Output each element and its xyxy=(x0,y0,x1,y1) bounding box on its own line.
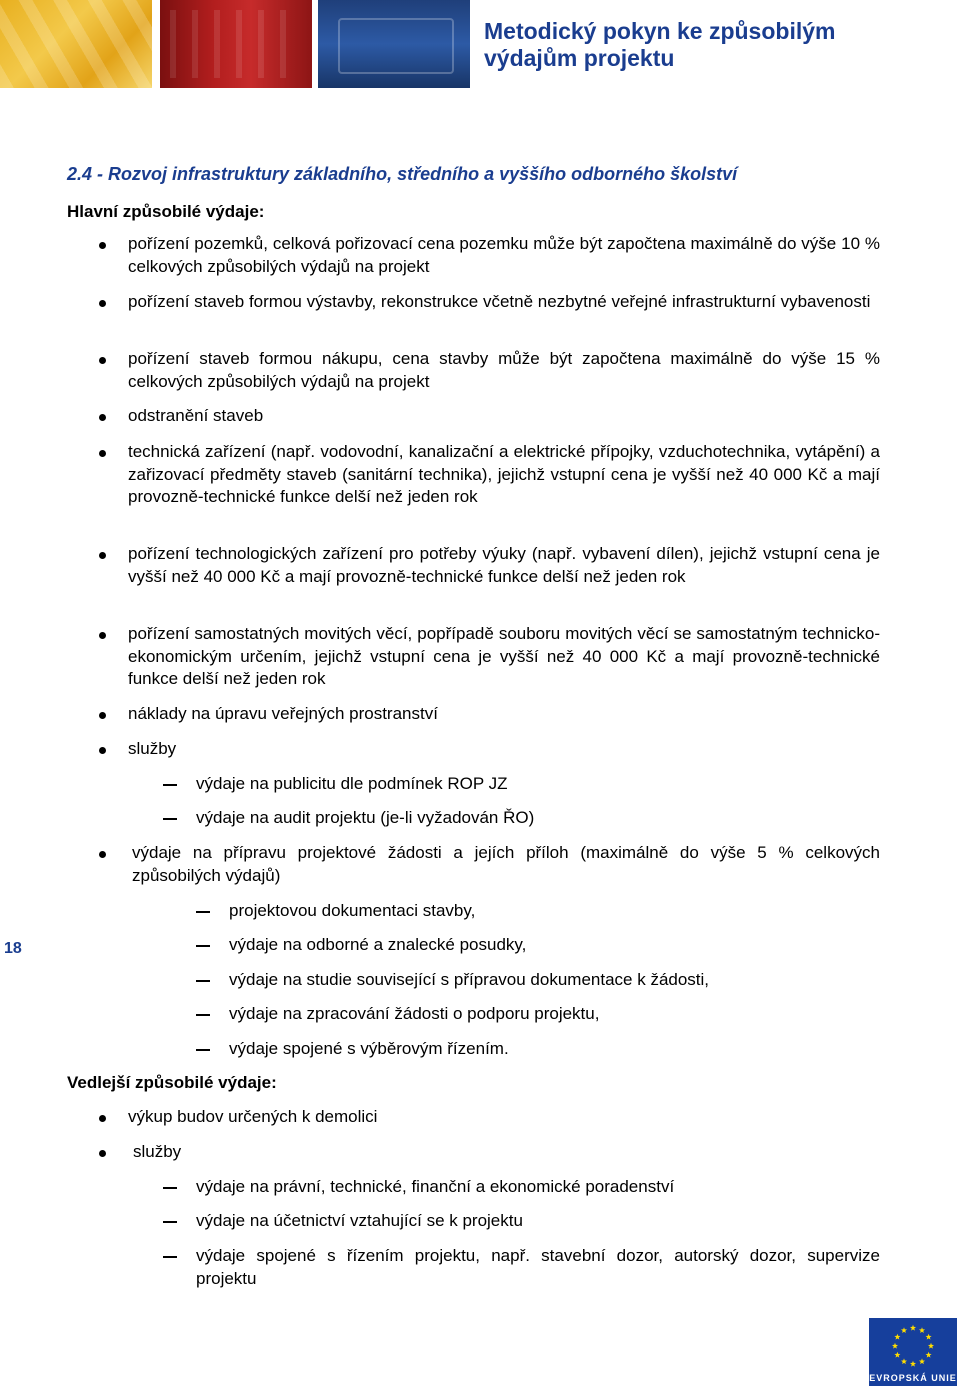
list-item-text: pořízení staveb formou nákupu, cena stavby může být započtena maximálně do výše 15 % celkových způsobilých výdajů na projekt xyxy=(128,349,880,391)
sub-list-item-text: výdaje na studie související s přípravou dokumentace k žádosti, xyxy=(229,970,710,989)
bullet-icon xyxy=(99,300,106,307)
bullet-icon xyxy=(99,712,106,719)
sub-list-item xyxy=(229,900,880,923)
eu-star-icon xyxy=(892,1343,898,1349)
bullet-icon xyxy=(99,851,106,858)
list-item xyxy=(128,623,880,691)
sub-list-item-text: výdaje na právní, technické, finanční a ekonomické poradenství xyxy=(196,1177,675,1196)
dash-icon xyxy=(196,1014,210,1016)
eu-star-icon xyxy=(919,1327,925,1333)
section-title: 2.4 - Rozvoj infrastruktury základního, středního a vyššího odborného školství xyxy=(67,164,738,184)
dash-icon xyxy=(196,945,210,947)
list-item xyxy=(132,842,880,887)
document-title-line-1: Metodický pokyn ke způsobilým xyxy=(484,18,836,44)
sub-list-item xyxy=(229,1038,880,1061)
side-expenses-heading: Vedlejší způsobilé výdaje: xyxy=(67,1073,277,1092)
list-item-text: odstranění staveb xyxy=(128,406,264,425)
page-number: 18 xyxy=(4,940,22,957)
eu-stars-icon xyxy=(869,1318,957,1374)
list-item-text: pořízení pozemků, celková pořizovací cena pozemku může být započtena maximálně do výše 10 % celkových způsobilých výdajů na projekt xyxy=(128,234,880,276)
list-item-text: pořízení staveb formou výstavby, rekonstrukce včetně nezbytné veřejné infrastrukturní vybavenosti xyxy=(128,292,871,311)
list-item-text: technická zařízení (např. vodovodní, kanalizační a elektrické přípojky, vzduchotechnika, vytápění) a zařizovací předměty staveb (sanitární technika), jejichž vstupní cena je vyšší než 40 000 Kč a mají provozně-technické funkce delší než jeden rok xyxy=(128,442,880,506)
sub-list-item-text: projektovou dokumentaci stavby, xyxy=(229,901,476,920)
sub-list-item-text: výdaje spojené s výběrovým řízením. xyxy=(229,1039,509,1058)
sub-list-item xyxy=(196,773,880,796)
header-photo-1 xyxy=(0,0,152,88)
eu-star-icon xyxy=(926,1334,932,1340)
sub-list-item-text: výdaje na audit projektu (je-li vyžadován ŘO) xyxy=(196,808,535,827)
dash-icon xyxy=(196,1049,210,1051)
dash-icon xyxy=(163,818,177,820)
dash-icon xyxy=(163,1221,177,1223)
document-title-line-2: výdajům projektu xyxy=(484,45,675,71)
dash-icon xyxy=(163,784,177,786)
sub-list-item-text: výdaje na odborné a znalecké posudky, xyxy=(229,935,527,954)
list-item-text: pořízení samostatných movitých věcí, popřípadě souboru movitých věcí se samostatným technicko-ekonomickým určením, jejichž vstupní cena je vyšší než 40 000 Kč a mají provozně-technické funkce delší než jeden rok xyxy=(128,624,880,688)
list-item xyxy=(133,1141,880,1164)
eu-star-icon xyxy=(894,1334,900,1340)
eu-star-icon xyxy=(910,1361,916,1367)
eu-star-icon xyxy=(901,1327,907,1333)
list-item-text: pořízení technologických zařízení pro potřeby výuky (např. vybavení dílen), jejichž vstupní cena je vyšší než 40 000 Kč a mají provozně-technické funkce delší než jeden rok xyxy=(128,544,880,586)
eu-logo-label: EVROPSKÁ UNIE xyxy=(869,1373,957,1383)
main-expenses-heading: Hlavní způsobilé výdaje: xyxy=(67,202,265,221)
sub-list-item-text: výdaje na zpracování žádosti o podporu projektu, xyxy=(229,1004,600,1023)
sub-list-item xyxy=(229,934,880,957)
sub-list-item xyxy=(196,1245,880,1290)
eu-star-icon xyxy=(910,1325,916,1331)
list-item xyxy=(128,233,880,278)
bullet-icon xyxy=(99,357,106,364)
list-item-text: výdaje na přípravu projektové žádosti a jejích příloh (maximálně do výše 5 % celkových způsobilých výdajů) xyxy=(132,843,880,885)
sub-list-item xyxy=(229,1003,880,1026)
bullet-icon xyxy=(99,632,106,639)
sub-list-item xyxy=(196,807,880,830)
list-item-text: výkup budov určených k demolici xyxy=(128,1107,378,1126)
list-item xyxy=(128,348,880,393)
dash-icon xyxy=(163,1187,177,1189)
bullet-icon xyxy=(99,450,106,457)
list-item-text: služby xyxy=(128,739,177,758)
eu-star-icon xyxy=(901,1358,907,1364)
bullet-icon xyxy=(99,1115,106,1122)
eu-star-icon xyxy=(894,1352,900,1358)
eu-logo xyxy=(869,1318,957,1386)
header-photo-2 xyxy=(160,0,312,88)
bullet-icon xyxy=(99,552,106,559)
sub-list-item-text: výdaje na publicitu dle podmínek ROP JZ xyxy=(196,774,508,793)
list-item-text: náklady na úpravu veřejných prostranství xyxy=(128,704,438,723)
sub-list-item-text: výdaje na účetnictví vztahující se k projektu xyxy=(196,1211,523,1230)
list-item xyxy=(128,543,880,588)
bullet-icon xyxy=(99,1150,106,1157)
dash-icon xyxy=(196,980,210,982)
list-item xyxy=(128,1106,880,1129)
list-item-text: služby xyxy=(133,1142,182,1161)
dash-icon xyxy=(163,1256,177,1258)
document-title xyxy=(484,18,944,72)
dash-icon xyxy=(196,911,210,913)
header-photo-3 xyxy=(318,0,470,88)
bullet-icon xyxy=(99,242,106,249)
bullet-icon xyxy=(99,747,106,754)
eu-star-icon xyxy=(926,1352,932,1358)
list-item xyxy=(128,703,880,726)
list-item xyxy=(128,738,880,761)
sub-list-item-text: výdaje spojené s řízením projektu, např. stavební dozor, autorský dozor, supervize projektu xyxy=(196,1246,880,1288)
eu-star-icon xyxy=(919,1358,925,1364)
eu-star-icon xyxy=(928,1343,934,1349)
sub-list-item xyxy=(196,1210,880,1233)
bullet-icon xyxy=(99,414,106,421)
list-item xyxy=(128,405,880,428)
sub-list-item xyxy=(229,969,880,992)
sub-list-item xyxy=(196,1176,880,1199)
list-item xyxy=(128,291,880,314)
list-item xyxy=(128,441,880,509)
